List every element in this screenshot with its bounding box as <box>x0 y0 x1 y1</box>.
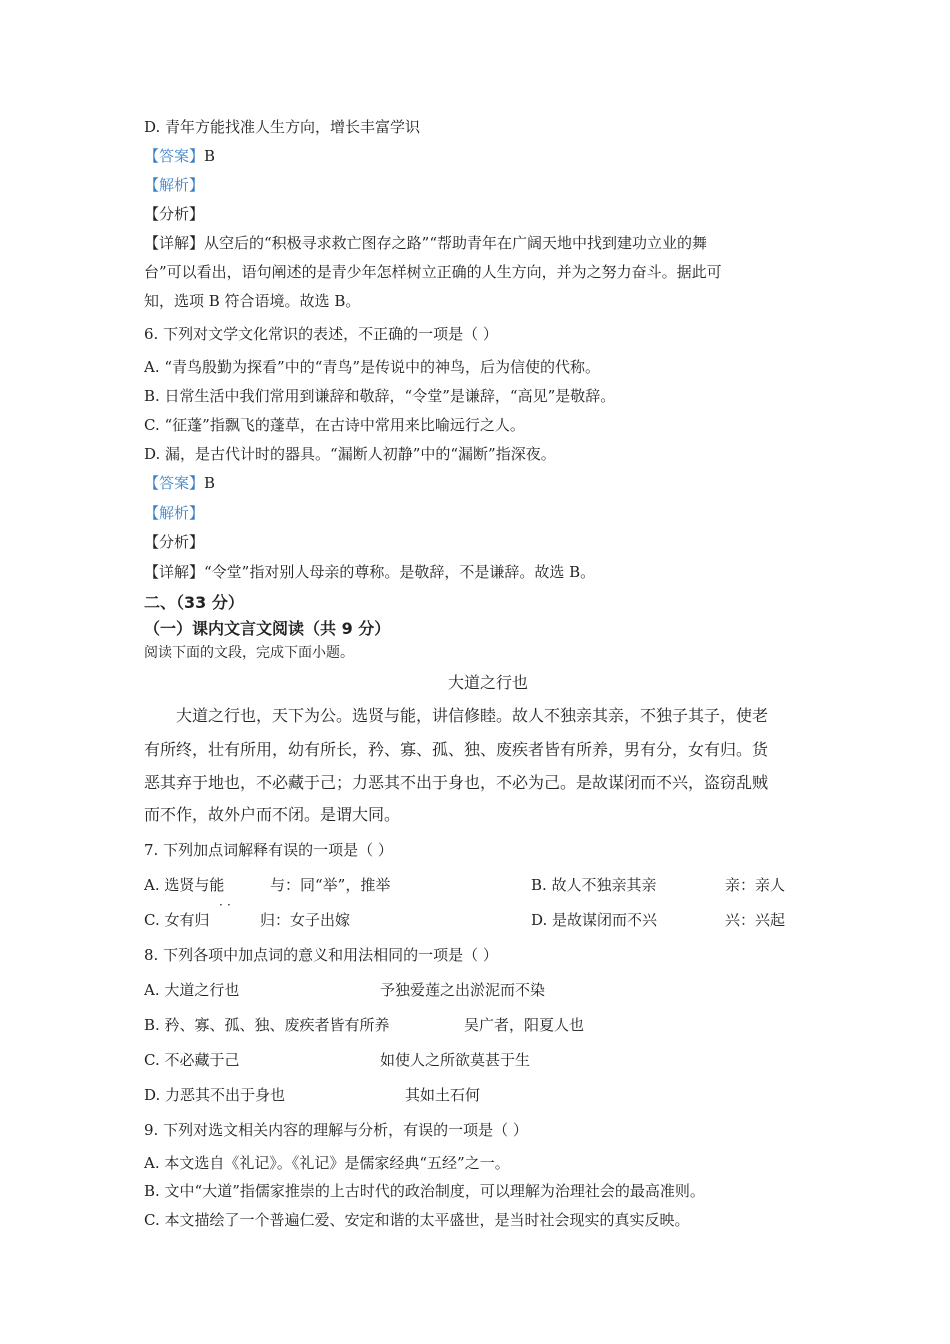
passage-line-3: 恶其弃于地也，不必藏于己；力恶其不出于身也，不必为己。是故谋闭而不兴，盗窃乱贼 <box>144 773 769 792</box>
answer-tag: 【答案】 <box>144 147 205 165</box>
q9-stem: 9. 下列对选文相关内容的理解与分析，有误的一项是（ ） <box>144 1121 528 1139</box>
section-sub-heading: （一）课内文言文阅读（共 9 分） <box>144 619 391 638</box>
passage-title: 大道之行也 <box>448 673 529 692</box>
passage-line-2: 有所终，壮有所用，幼有所长，矜、寡、孤、独、废疾者皆有所养，男有分，女有归。货 <box>144 740 769 759</box>
q6-answer <box>144 473 215 493</box>
q6-stem: 6. 下列对文学文化常识的表述，不正确的一项是（ ） <box>144 325 498 343</box>
q8-option-a-right: 予独爱莲之出淤泥而不染 <box>380 981 546 999</box>
section-heading: 二、（33 分） <box>144 593 244 612</box>
q7-option-c-note: 归：女子出嫁 <box>260 911 351 929</box>
answer-tag: 【答案】 <box>144 474 205 492</box>
q7-option-b-note: 亲：亲人 <box>725 876 786 894</box>
answer-value: B <box>204 147 216 165</box>
q8-option-b-right: 吴广者，阳夏人也 <box>464 1016 585 1034</box>
q8-option-b-left: B. 矜、寡、孤、独、废疾者皆有所养 <box>144 1016 390 1034</box>
q9-option-c: C. 本文描绘了一个普遍仁爱、安定和谐的太平盛世，是当时社会现实的真实反映。 <box>144 1211 690 1229</box>
q7-option-c-text: C. 女有归 <box>144 911 210 929</box>
passage-line-4: 而不作，故外户而不闭。是谓大同。 <box>144 805 401 824</box>
q6-option-d: D. 漏，是古代计时的器具。“漏断人初静”中的“漏断”指深夜。 <box>144 445 556 463</box>
q8-option-d-right: 其如土石何 <box>405 1086 481 1104</box>
q7-option-d-text: D. 是故谋闭而不兴 <box>531 911 658 929</box>
q8-option-c-left: C. 不必藏于己 <box>144 1051 240 1069</box>
q7-stem: 7. 下列加点词解释有误的一项是（ ） <box>144 841 393 859</box>
q5-jiexi: 【解析】 <box>144 176 205 194</box>
reading-instruction: 阅读下面的文段，完成下面小题。 <box>144 645 354 661</box>
q6-option-b: B. 日常生活中我们常用到谦辞和敬辞，“令堂”是谦辞，“高见”是敬辞。 <box>144 387 616 405</box>
q5-fenxi: 【分析】 <box>144 205 205 223</box>
answer-value: B <box>204 474 216 492</box>
q5-detail-line-1: 【详解】从空后的“积极寻求救亡图存之路”“帮助青年在广阔天地中找到建功立业的舞 <box>144 234 708 252</box>
q8-option-a-left: A. 大道之行也 <box>144 981 240 999</box>
q9-option-b: B. 文中“大道”指儒家推崇的上古时代的政治制度，可以理解为治理社会的最高准则。 <box>144 1182 705 1200</box>
q5-detail-line-2: 台”可以看出，语句阐述的是青少年怎样树立正确的人生方向，并为之努力奋斗。据此可 <box>144 263 722 281</box>
q7-option-a-text: A. 选贤与能 <box>144 876 225 894</box>
q6-option-c: C. “征蓬”指飘飞的蓬草，在古诗中常用来比喻远行之人。 <box>144 416 525 434</box>
q9-option-a: A. 本文选自《礼记》。《礼记》是儒家经典“五经”之一。 <box>144 1154 510 1172</box>
q8-option-d-left: D. 力恶其不出于身也 <box>144 1086 286 1104</box>
q5-detail-line-3: 知，选项 B 符合语境。故选 B。 <box>144 292 361 310</box>
passage-line-1: 大道之行也，天下为公。选贤与能，讲信修睦。故人不独亲其亲，不独子其子，使老 <box>176 706 769 725</box>
q6-detail: 【详解】“令堂”指对别人母亲的尊称。是敬辞，不是谦辞。故选 B。 <box>144 563 596 581</box>
q7-option-a-note: 与：同“举”，推举 <box>270 876 391 894</box>
q7-option-b-text: B. 故人不独亲其亲 <box>531 876 657 894</box>
emphasis-dot: · <box>219 898 223 912</box>
q5-answer <box>144 146 215 166</box>
emphasis-dot: · <box>227 898 231 912</box>
q6-fenxi: 【分析】 <box>144 533 205 551</box>
q5-option-d: D. 青年方能找准人生方向，增长丰富学识 <box>144 118 421 136</box>
q6-jiexi: 【解析】 <box>144 504 205 522</box>
q7-option-d-note: 兴：兴起 <box>725 911 786 929</box>
q8-option-c-right: 如使人之所欲莫甚于生 <box>380 1051 531 1069</box>
q6-option-a: A. “青鸟殷勤为探看”中的“青鸟”是传说中的神鸟，后为信使的代称。 <box>144 358 601 376</box>
q8-stem: 8. 下列各项中加点词的意义和用法相同的一项是（ ） <box>144 946 498 964</box>
